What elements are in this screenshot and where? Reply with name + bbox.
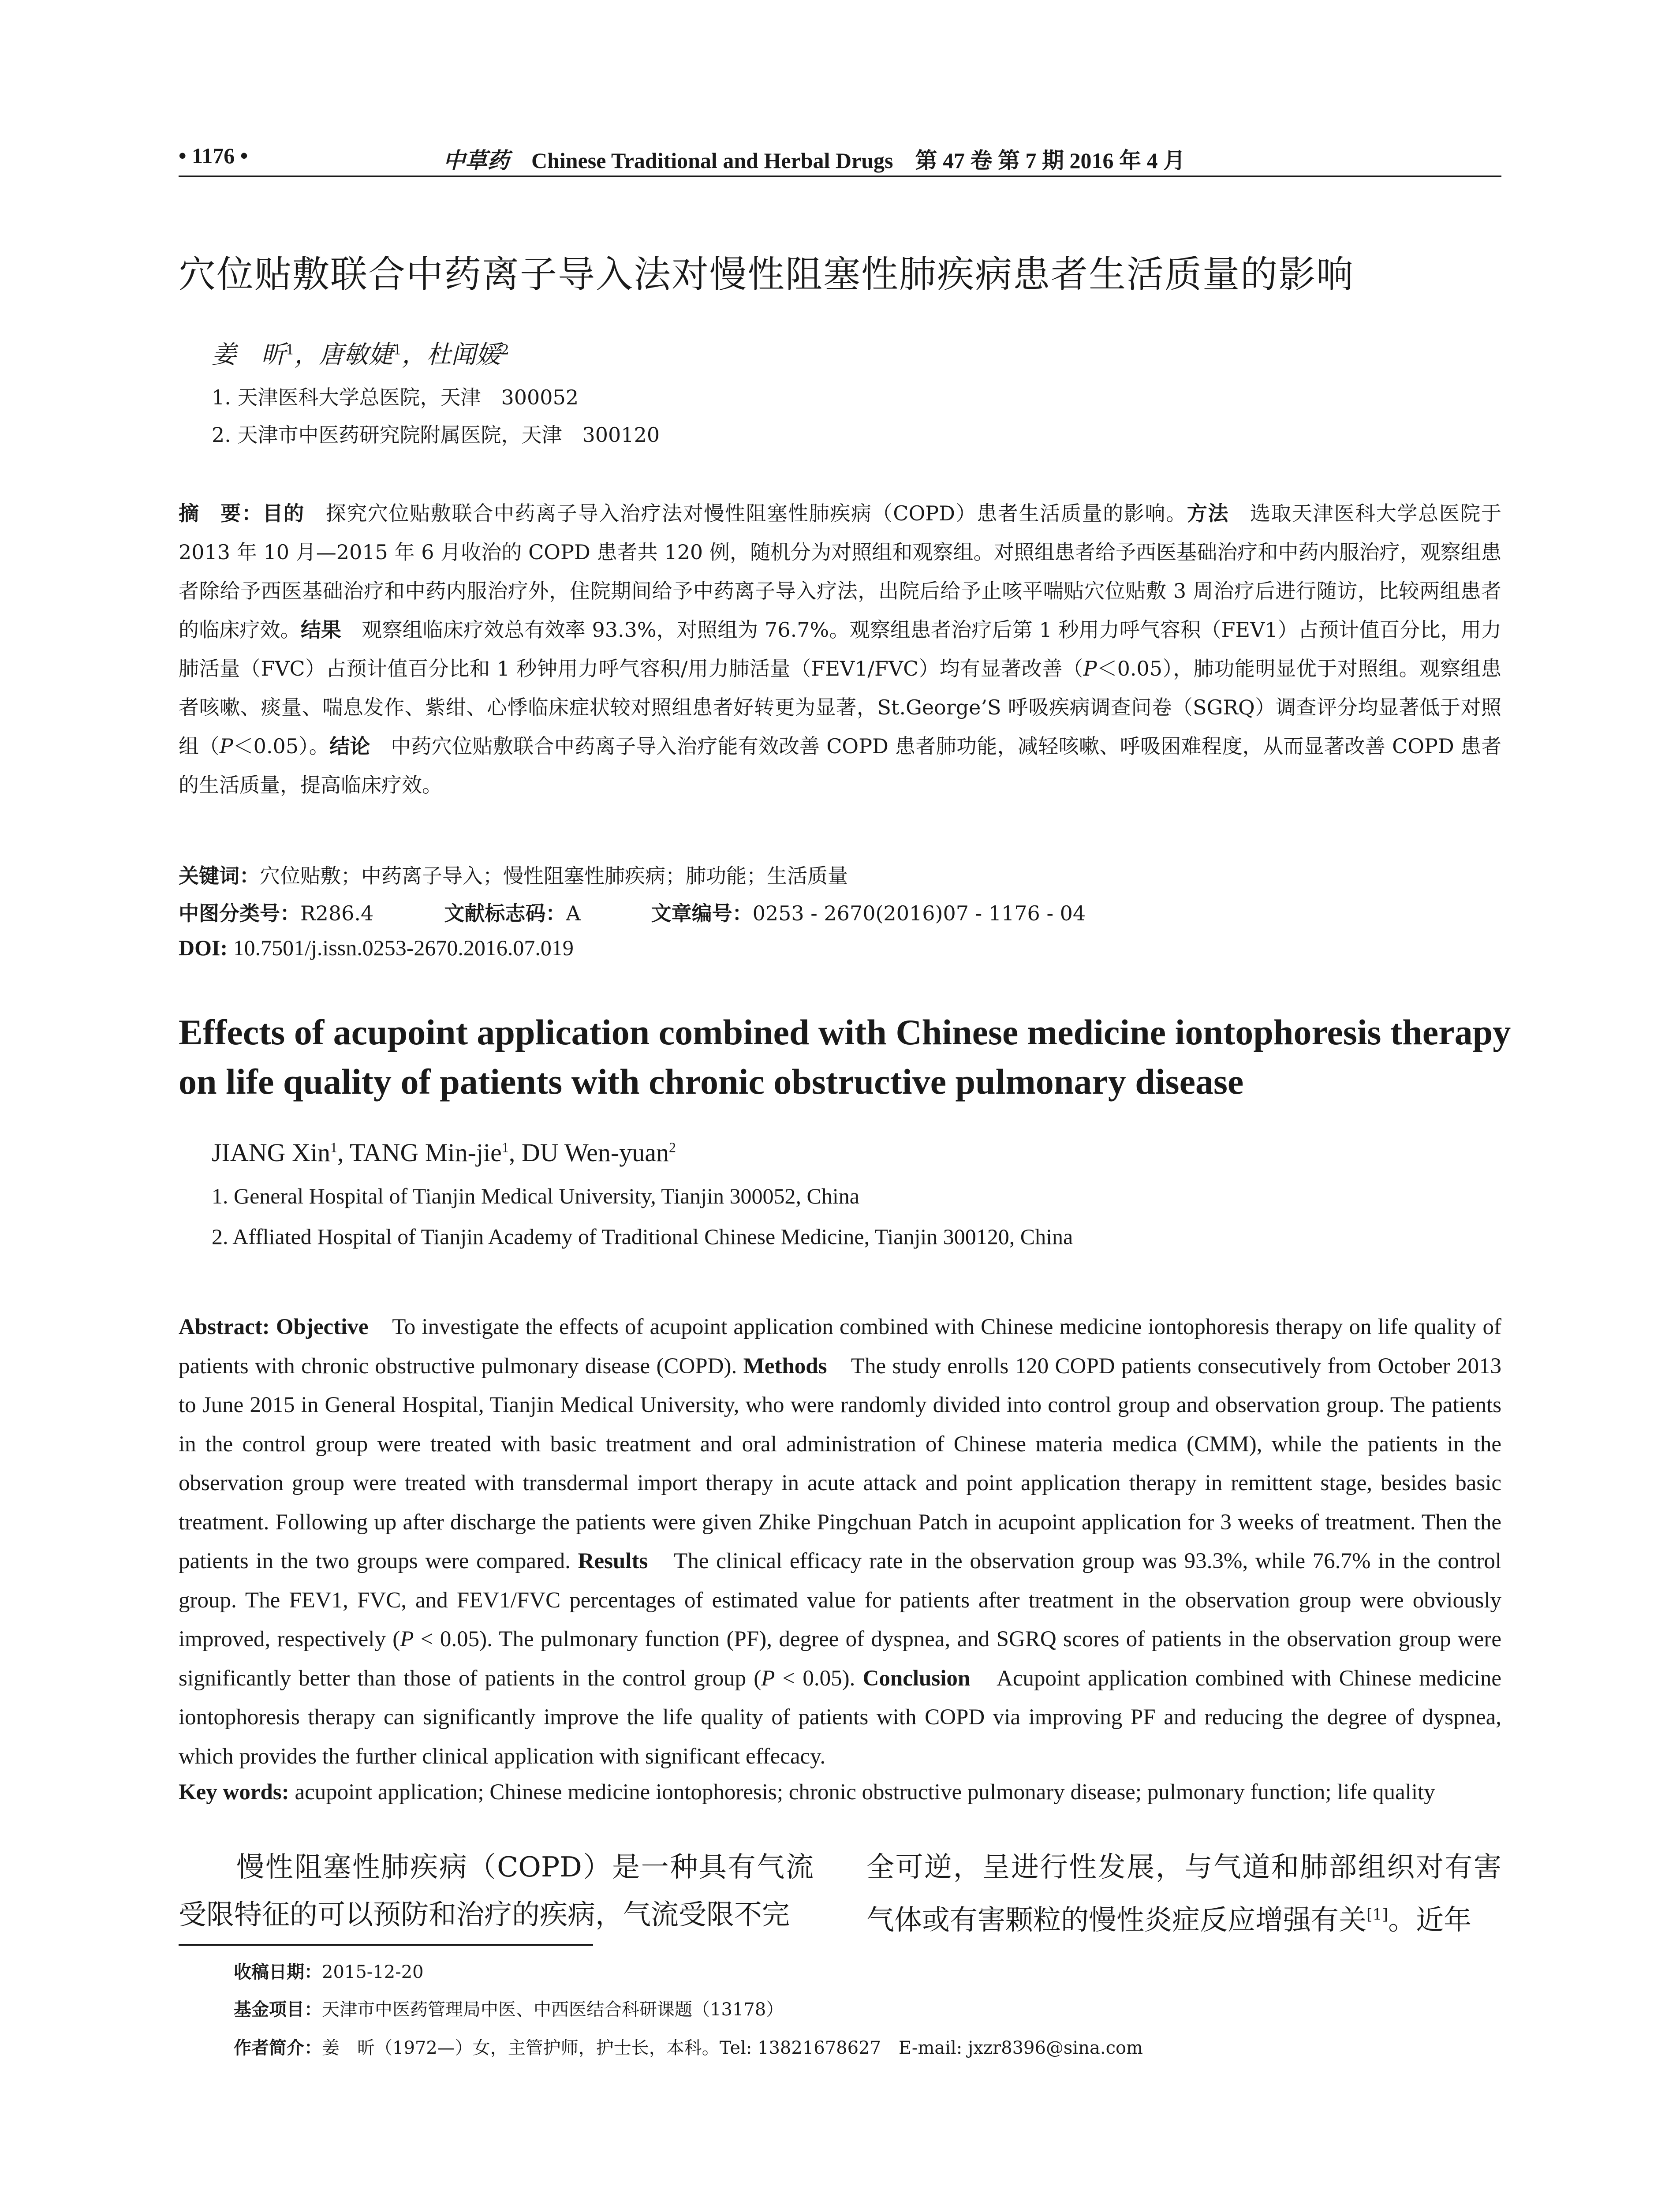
cn-author-3: 杜闻媛	[426, 340, 501, 369]
footnote-fund: 基金项目：天津市中医药管理局中医、中西医结合科研课题（13178）	[234, 1999, 784, 2020]
cn-title: 穴位贴敷联合中药离子导入法对慢性阻塞性肺疾病患者生活质量的影响	[179, 253, 1355, 296]
en-author-3: DU Wen-yuan	[521, 1138, 669, 1167]
en-objective-label: Abstract: Objective	[179, 1315, 369, 1339]
en-results-label: Results	[578, 1549, 648, 1573]
en-conclusion-label: Conclusion	[862, 1666, 971, 1691]
page-number: • 1176 •	[179, 143, 248, 168]
footnote-received: 收稿日期：2015-12-20	[234, 1962, 424, 1982]
footnote-author-bio: 作者简介：姜 昕（1972—）女，主管护师，护士长，本科。Tel: 13821678627 E-mail: jxzr8396@sina.com	[234, 2038, 1143, 2058]
en-affiliation-2: 2. Affliated Hospital of Tianjin Academy of Traditional Chinese Medicine, Tianjin 300120, China	[212, 1224, 1073, 1249]
cn-authors: 姜 昕$^1$，唐敏婕$^1$，杜闻媛$^2$	[212, 340, 509, 369]
doi-value[interactable]: 10.7501/j.issn.0253-2670.2016.07.019	[228, 935, 574, 960]
en-abstract: Abstract: Objective To investigate the effects of acupoint application combined with Chinese medicine iontophoresis therapy on life quality of patients with chronic obstructive pulmonary disease (COPD). Methods The study enrolls 120 COPD patients consecutively from October 2013 to June 2015 in General Hospital, Tianjin Medical University, who were randomly divided into control group and observation group. The patients in the control group were treated with basic treatment and oral administration of Chinese materia medica (CMM), while the patients in the observation group were treated with transdermal import therapy in acute attack and point application therapy in remittent stage, besides basic treatment. Following up after discharge the patients were given Zhike Pingchuan Patch in acupoint application for 3 weeks of treatment. Then the patients in the two groups were compared. Results The clinical efficacy rate in the observation group was 93.3%, while 76.7% in the control group. The FEV1, FVC, and FEV1/FVC percentages of estimated value for patients after treatment in the observation group were obviously improved, respectively (P < 0.05). The pulmonary function (PF), degree of dyspnea, and SGRQ scores of patients in the observation group were significantly better than those of patients in the control group (P < 0.05). Conclusion Acupoint application combined with Chinese medicine iontophoresis therapy can significantly improve the life quality of patients with COPD via improving PF and reducing the degree of dyspnea, which provides the further clinical application with significant effecacy.	[179, 1315, 1502, 1769]
cn-author-1: 姜 昕	[212, 340, 286, 369]
cn-methods-label: 方法	[1187, 501, 1229, 525]
cn-conclusion-label: 结论	[329, 734, 370, 758]
cn-affiliation-1: 1. 天津医科大学总医院，天津 300052	[212, 385, 579, 409]
en-author-1: JIANG Xin	[212, 1138, 331, 1167]
citation-ref[interactable]: [1]	[1366, 1906, 1389, 1924]
journal-name-en: Chinese Traditional and Herbal Drugs	[531, 148, 893, 173]
journal-issue: 第 47 卷 第 7 期 2016 年 4 月	[915, 148, 1185, 173]
cn-objective-label: 目的	[262, 501, 305, 525]
cn-results-label: 结果	[300, 618, 342, 642]
en-affiliation-1: 1. General Hospital of Tianjin Medical University, Tianjin 300052, China	[212, 1184, 859, 1208]
cn-author-2: 唐敏婕	[319, 340, 393, 369]
en-title: Effects of acupoint application combined with Chinese medicine iontophoresis therapy on life quality of patients with chronic obstructive pulmonary disease	[179, 1012, 1511, 1102]
running-header	[179, 140, 1501, 176]
en-author-2: TANG Min-jie	[349, 1138, 502, 1167]
en-keywords: Key words: acupoint application; Chinese medicine iontophoresis; chronic obstructive pulmonary disease; pulmonary function; life quality	[179, 1780, 1435, 1805]
cn-abstract: 摘 要：目的 探究穴位贴敷联合中药离子导入治疗法对慢性阻塞性肺疾病（COPD）患者生活质量的影响。方法 选取天津医科大学总医院于 2013 年 10 月—2015 年 6 月收治的 COPD 患者共 120 例，随机分为对照组和观察组。对照组患者给予西医基础治疗和中药内服治疗，观察组患者除给予西医基础治疗和中药内服治疗外，住院期间给予中药离子导入疗法，出院后给予止咳平喘贴穴位贴敷 3 周治疗后进行随访，比较两组患者的临床疗效。结果 观察组临床疗效总有效率 93.3%，对照组为 76.7%。观察组患者治疗后第 1 秒用力呼气容积（FEV1）占预计值百分比，用力肺活量（FVC）占预计值百分比和 1 秒钟用力呼气容积/用力肺活量（FEV1/FVC）均有显著改善（P＜0.05），肺功能明显优于对照组。观察组患者咳嗽、痰量、喘息发作、紫绀、心悸临床症状较对照组患者好转更为显著，St.George’S 呼吸疾病调查问卷（SGRQ）调查评分均显著低于对照组（P＜0.05）。结论 中药穴位贴敷联合中药离子导入治疗能有效改善 COPD 患者肺功能，减轻咳嗽、呼吸困难程度，从而显著改善 COPD 患者的生活质量，提高临床疗效。	[179, 501, 1502, 797]
header-rule	[179, 176, 1501, 177]
cn-affiliation-2: 2. 天津市中医药研究院附属医院，天津 300120	[212, 423, 660, 447]
cn-classification: 中图分类号：R286.4 文献标志码：A 文章编号：0253 - 2670(2016)07 - 1176 - 04	[179, 901, 1086, 925]
en-methods-label: Methods	[743, 1353, 827, 1379]
cn-keywords: 关键词：穴位贴敷；中药离子导入；慢性阻塞性肺疾病；肺功能；生活质量	[179, 864, 848, 888]
journal-name	[443, 143, 1185, 175]
body-column-right: 全可逆，呈进行性发展，与气道和肺部组织对有害气体或有害颗粒的慢性炎症反应增强有关[1]。近年	[866, 1851, 1501, 1936]
body-column-left: 慢性阻塞性肺疾病（COPD）是一种具有气流受限特征的可以预防和治疗的疾病，气流受限不完	[179, 1851, 814, 1931]
en-authors: JIANG Xin$^1$, TANG Min-jie$^1$, DU Wen-yuan$^2$	[212, 1138, 676, 1167]
journal-name-cn: 中草药	[443, 147, 509, 173]
footnote-rule	[179, 1944, 593, 1946]
doi: DOI: 10.7501/j.issn.0253-2670.2016.07.019	[179, 935, 574, 960]
